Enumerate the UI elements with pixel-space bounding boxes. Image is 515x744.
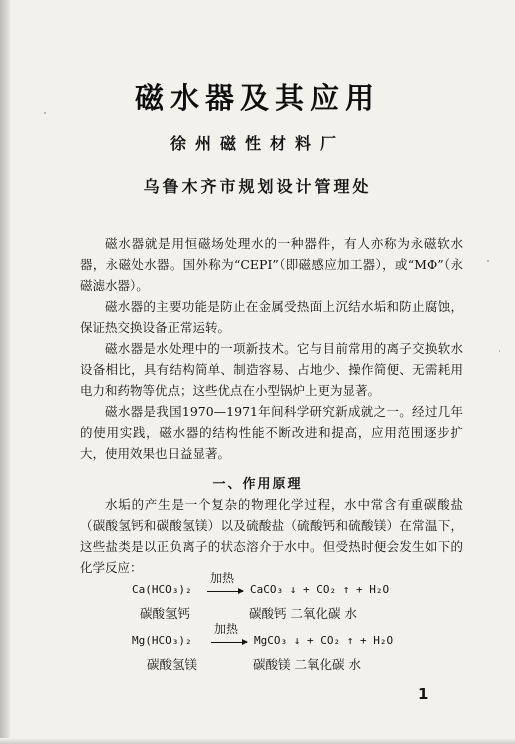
section-heading: 一、作用原理 [212, 477, 303, 492]
reactant-name: 碳酸氢镁 [147, 657, 198, 672]
paragraph: 磁水器就是用恒磁场处理水的一种器件，有人亦称为永磁软水器，永磁处水器。国外称为“CEPI”（即磁感应加工器），或“MΦ”（永磁滤水器）。 [80, 236, 463, 293]
reaction-reactant: Ca(HCO₃)₂ [132, 583, 192, 596]
reaction-reactant: Mg(HCO₃)₂ [132, 634, 192, 647]
paragraph: 磁水器是我国1970—1971年间科学研究新成就之一。经过几年的使用实践，磁水器的结构性能不断改进和提高，应用范围逐步扩大，使用效果也日益显著。 [80, 404, 463, 461]
reactant-name: 碳酸氢钙 [140, 606, 191, 621]
intro-body [80, 233, 463, 464]
scan-speck [44, 112, 46, 114]
section-body [80, 494, 463, 578]
product-names: 碳酸钙 二氧化碳 水 [249, 606, 357, 621]
author-org-xuzhou: 徐州磁性材料厂 [169, 134, 345, 153]
scan-speck [499, 350, 500, 352]
paragraph: 磁水器的主要功能是防止在金属受热面上沉结水垢和防止腐蚀，保证热交换设备正常运转。 [80, 299, 463, 335]
paragraph: 磁水器是水处理中的一项新技术。它与目前常用的离子交换软水设备相比，具有结构简单、制造容易、占地少、操作简便、无需耗用电力和药物等优点；这些优点在小型锅炉上更为显著。 [80, 341, 463, 398]
scan-speck [487, 260, 489, 262]
article-title: 磁水器及其应用 [134, 81, 380, 115]
scan-edge-bottom [0, 738, 515, 744]
reaction-condition: 加热 [214, 622, 239, 636]
page-number: 1 [418, 685, 429, 703]
reaction-products: CaCO₃ ↓ + CO₂ ↑ + H₂O [250, 583, 390, 596]
reaction-products: MgCO₃ ↓ + CO₂ ↑ + H₂O [254, 634, 394, 647]
reaction-arrow-icon [207, 591, 243, 592]
paragraph: 水垢的产生是一个复杂的物理化学过程，水中常含有重碳酸盐（碳酸氢钙和碳酸氢镁）以及硫酸盐（硫酸钙和硫酸镁）在常温下，这些盐类是以正负离子的状态溶介于水中。但受热时便会发生如下的化学反应： [80, 497, 463, 575]
reaction-condition: 加热 [210, 571, 235, 585]
product-names: 碳酸镁 二氧化碳 水 [253, 657, 361, 672]
author-org-urumqi: 乌鲁木齐市规划设计管理处 [143, 177, 372, 196]
reaction-arrow-icon [211, 642, 247, 643]
